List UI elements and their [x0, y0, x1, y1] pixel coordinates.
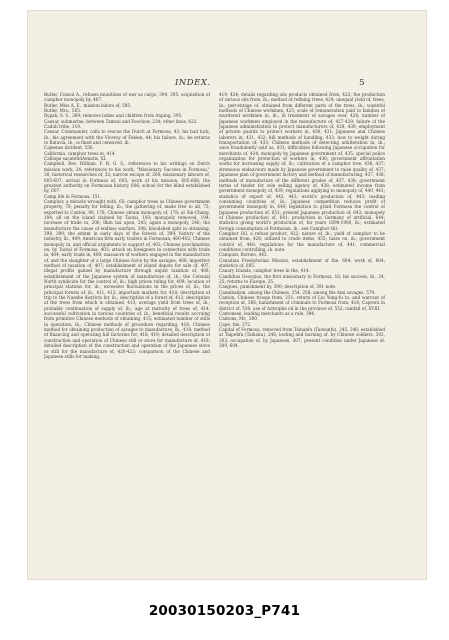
- index-entry: Cannibalism, among the Chinese, 254, 258; among the Ami savages, 579.: [219, 289, 376, 295]
- index-entry: Caduli tribe, 119.: [44, 124, 82, 130]
- index-entry: Campbell, Rev. William, F. R. G. S., references to his writings on Dutch mission work, 24; references to his work, "Missionary Success in Formosa," 30; historical researches of, 32; narrow escape of, 200; missionary labours of, 605-607; arrival in Formosa of, 605; work of his mission, 605-608; the greatest authority on Formosan history, 606; school for the blind established by, 607.: [44, 161, 210, 194]
- index-entry: Caesar, Commander, calls to rescue the Dutch at Formosa, 43; his bad luck, ib.; his agreement with the Viceroy of Fokien, 44; his failure, ib.; he returns to Batavia, ib.; is fined and censured, ib.: [44, 129, 210, 146]
- index-entry: Bypah, S. S., 369; removes ladies and children from Anping, 395.: [44, 113, 183, 119]
- index-entry: Camp life in Formosa, 151.: [44, 193, 102, 199]
- index-entry: Butler, Mrs., 565.: [44, 108, 82, 114]
- index-entry: Campion, Borneo, 443.: [219, 252, 268, 258]
- index-entry: Butler, Miss A. E., mission labors of, 595.: [44, 102, 132, 108]
- index-entry: Camphor Oil, a refuse product, 422; nature of, ib.; yield of camphor to be obtained from, 428; utilized to crude items, 435; taxes on, ib.; government control of, 440; regulations for the manufacture of, 441; commercial conditions controlling, ib. note.: [219, 230, 385, 252]
- index-entry: Canadian Presbyterian Mission, establishment of the, 604; work of, 604; statistics of, 605.: [219, 257, 385, 268]
- index-entry: Butler, Consul A., refuses munitions of war as cargo, 394, 395; acquisition of camphor monopoly by, 407.: [44, 92, 210, 103]
- index-entry: Cantonese, leading merchants as a rule, 394.: [219, 311, 316, 317]
- index-entry: Calliope sacatetidAenatis, XI.: [44, 156, 107, 162]
- page-number: 5: [359, 78, 365, 88]
- index-entry: Candidius Georgius, the first missionary to Formosa, 16; his success, ib., 24, 25; returns to Europe, 25.: [219, 273, 385, 285]
- index-column-right: [219, 92, 385, 556]
- index-entry: Canary Islands, camphor trees in the, 414.: [219, 268, 310, 274]
- image-caption: 20030150203_P741: [148, 603, 301, 619]
- index-column-left: [44, 92, 210, 556]
- index-entry: Cape, the, 372.: [219, 321, 252, 327]
- index-entry: Cangues, punishment by, 390; description of, 391 note.: [219, 284, 337, 290]
- index-entry: Cajeenas incident, 556.: [44, 145, 94, 151]
- index-entry: Capital of Formosa, removed from Tainanfu (Taiwanfu), 245, 246; established at Taipehfu (Taihoku), 246; looting and burning of, by Chinese soldiers, 302, 303; occupation of, by Japanese, 307; present condition under Japanese of, 309, 604.: [219, 327, 385, 349]
- index-entry: Caesar, submarine, between Tamsui and Foochow, 234; other lines, 622.: [44, 118, 198, 124]
- index-entry: Cantons, Mr., 300.: [219, 316, 259, 322]
- index-entry: Camphor, a miracle wrought with, 65; camphor trees as Chinese government property, 70; penalty for felling, ib.; the gathering of, made free to all, 73; exported to Canton, 90, 178; Chinese obtain monopoly of, 178; at Sin-Chang, 184; all on the island claimed by Taotai, 193; monopoly removed, 194; increase of trade in, 206; Ilkin tax upon, 245; again a monopoly, 246; the manufacture the cause of endless warfare, 398; bloodshed split in obtaining, 398, 399; the extent in early days of the forests of, 399; history of the industry, ib., 409; American firm early traders in Formosan, 400-402; Chinese monopoly in, and official arguments to support of, 403; Chinese proclamation on, by Taotai of Formosa, 403; attack on foreigners in connection with trade in, 404; early trade in, 400; massacre of workers engaged in the manufacture of, and the slaughter of a large Chinese force by the savages, 406; imperfect method of taxation of, 407; establishment of island depots for sale of, 407; illegal profits gained by manufacture through unjust taxation of, 408; establishment of the Japanese system of manufacture of, ib.; the Colonial North syndicate for the control of, ib.; high prices ruling for, 409; location of principal stations for, ib.; excessive fluctuations in the prices of, ib.; the principal forests of, ib., 411, 412; important markets for, 410; description of trip to the Nanshe districts for, ib.; description of a forest of, 412; description of the trees from which is obtained, 413; average yield from trees of, ib.; probable continuation of supply of, ib.; age at maturity of trees of, 414; successful cultivation in various countries of, ib.; beneficial results accruing from primitive Chinese methods of obtaining, 415; estimated number of stills in operation, ib.; Chinese methods of procedure regarding, 416; Chinese method for obtaining production of savages to manufacture, ib., 418; method of financing and operating hill factories for, 418, 419; detailed description of construction and operation of Chinese still or stove for manufacture of, 419; detailed description of the construction and operation of the Japanese stove or still for the manufacture of, 420-422; comparison of the Chinese and Japanese stills for making,: [44, 198, 210, 359]
- page-header: [175, 78, 365, 92]
- running-title: INDEX.: [175, 78, 211, 88]
- index-entry: Canton, Chinese troops from, 231; return of Liu Yung-fu to, and warrant of reception at, 366; banishment of criminals to Formosa from, 416; Caprera in district of, 536; use of Antrophe oil in the province of, 552; rainfall of, XVIII.: [219, 295, 385, 311]
- index-entry: 419, 424; details regarding oils products obtained from, 422; the production of various oils from, ib.; method of refining trees, 424; unequal yield of, trees, ib.; percentage of, obtained from different parts of the trees, ib.; wasteful methods of Chinese workmen, 425; scale of remuneration paid to families of murdered workmen in, ib.; ill treatment of savages over, 426; number of Japanese workmen employed in the manufacture of, 427-429; failure of the Japanese administration to protect manufacturers of, 428, 430; employment of private guards to protect workers in, 430, 431; Japanese and Chinese laborers in, 431, 432; hill methods of handling, 433; how to weight during transportation of, 433; Chinese methods of detecting adulteration in, ib.; once fraudulently sold as, 433; difficulties following Japanese occupation for merchants of, 434; monopoly by Japanese government of, 435; special police organization for protection of workers in, 436; government affrontation works for increasing supply of, ib.; cultivation of a camphor tree, 436, 437; strenuous endeavours made by Japanese government to raise quality of, 437; Japanese plan of government factory and method of manufacturing, 437, 438; methods of manufacture of the different grades of, 437, 438; government terms of tender for sole selling agency of, 438; estimated income from government monopoly of, 439; regulations applying to monopoly of, 440, 441; statistics of export of, 442, 443; world's production of, 443; leading consuming countries of, ib.; Japanese competition reduces profit of government monopoly in, 649; legislation to grant Formosa the control of Japanese production of, 651; present Japanese production of, 643; monopoly of Chinese production of, 641; production in Germany of artificial, 644; statistics giving world's production of, for years 1898-1900, ib.; estimated foreign consumption of Formosan, ib., see Camphor Oil.: [219, 92, 385, 231]
- index-entry: California, camphor trees in, 414.: [44, 150, 116, 156]
